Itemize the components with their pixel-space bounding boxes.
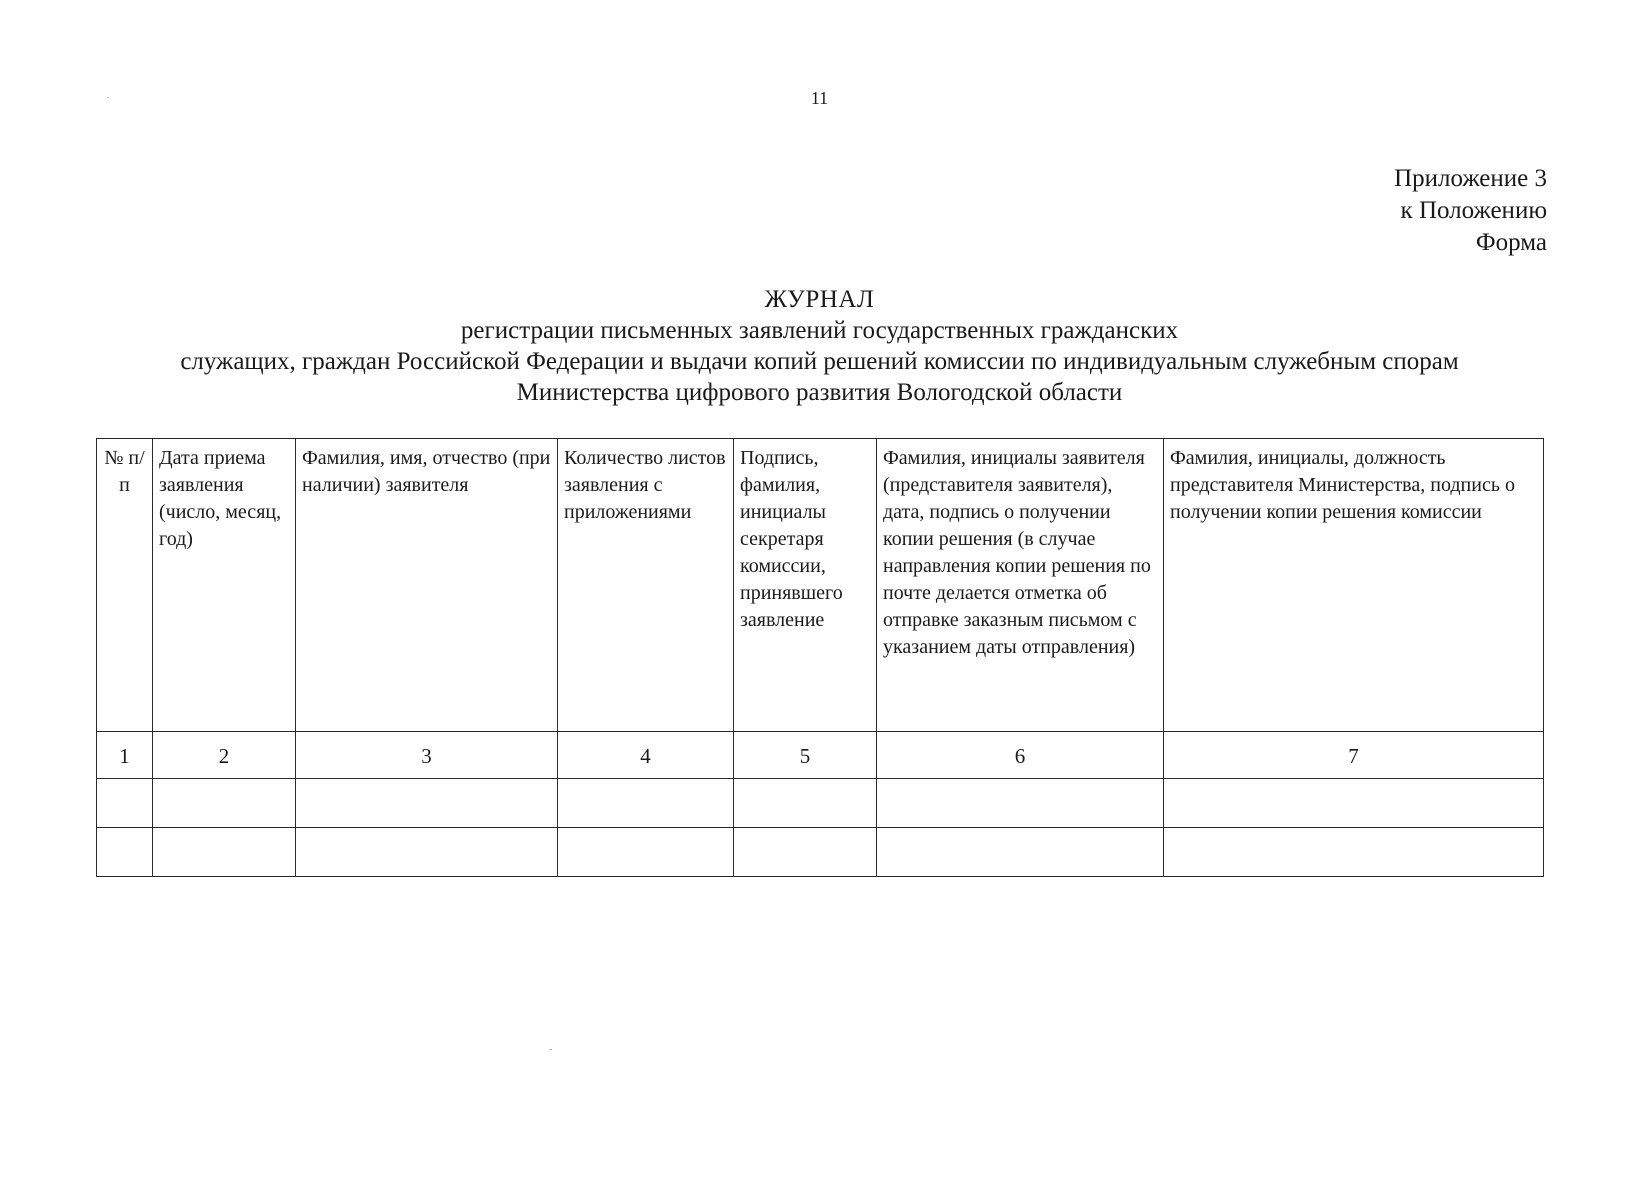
table-header-cell: Фамилия, инициалы заявителя (представителя заявителя), дата, подпись о получении копии решения (в случае направления копии решения по почте делается отметка об отправке заказным письмом с указанием даты отправления): [877, 439, 1164, 732]
empty-cell: [97, 779, 153, 828]
appendix-line: Приложение 3: [1394, 165, 1547, 192]
table-header-row: [97, 439, 1544, 732]
table-row: [97, 828, 1544, 877]
empty-cell: [734, 828, 877, 877]
title-line: служащих, граждан Российской Федерации и выдачи копий решений комиссии по индивидуальным служебным спорам: [180, 348, 1459, 375]
column-number-cell: 5: [734, 732, 877, 779]
appendix-line: к Положению: [1400, 197, 1547, 224]
table-header-cell: Фамилия, имя, отчество (при наличии) заявителя: [296, 439, 558, 732]
table-header-cell: Количество листов заявления с приложениями: [558, 439, 734, 732]
title-line: регистрации письменных заявлений государственных гражданских: [460, 317, 1179, 344]
empty-cell: [296, 779, 558, 828]
column-number-cell: 2: [153, 732, 296, 779]
column-number-cell: 6: [877, 732, 1164, 779]
column-number-cell: 3: [296, 732, 558, 779]
title-line: Министерства цифрового развития Вологодской области: [516, 379, 1123, 406]
table-header-cell: Подпись, фамилия, инициалы секретаря комиссии, принявшего заявление: [734, 439, 877, 732]
empty-cell: [1164, 779, 1544, 828]
column-number-cell: 4: [558, 732, 734, 779]
table-header-cell: Фамилия, инициалы, должность представителя Министерства, подпись о получении копии решения комиссии: [1164, 439, 1544, 732]
empty-cell: [153, 779, 296, 828]
empty-cell: [153, 828, 296, 877]
appendix-form-label: Форма: [1475, 229, 1547, 256]
table-header-cell: Дата приема заявления (число, месяц, год): [153, 439, 296, 732]
empty-cell: [877, 779, 1164, 828]
document-title-block: [0, 284, 1639, 408]
empty-cell: [734, 779, 877, 828]
column-number-row: [97, 732, 1544, 779]
empty-cell: [296, 828, 558, 877]
column-number-cell: 1: [97, 732, 153, 779]
appendix-block: [1394, 163, 1547, 259]
scan-speck: [549, 1049, 552, 1050]
table-header-cell: № п/п: [97, 439, 153, 732]
column-number-cell: 7: [1164, 732, 1544, 779]
document-title: ЖУРНАЛ: [764, 286, 875, 313]
empty-cell: [97, 828, 153, 877]
page-number: 11: [810, 88, 829, 108]
table-row: [97, 779, 1544, 828]
empty-cell: [877, 828, 1164, 877]
journal-table: [96, 438, 1544, 877]
empty-cell: [558, 828, 734, 877]
empty-cell: [558, 779, 734, 828]
empty-cell: [1164, 828, 1544, 877]
